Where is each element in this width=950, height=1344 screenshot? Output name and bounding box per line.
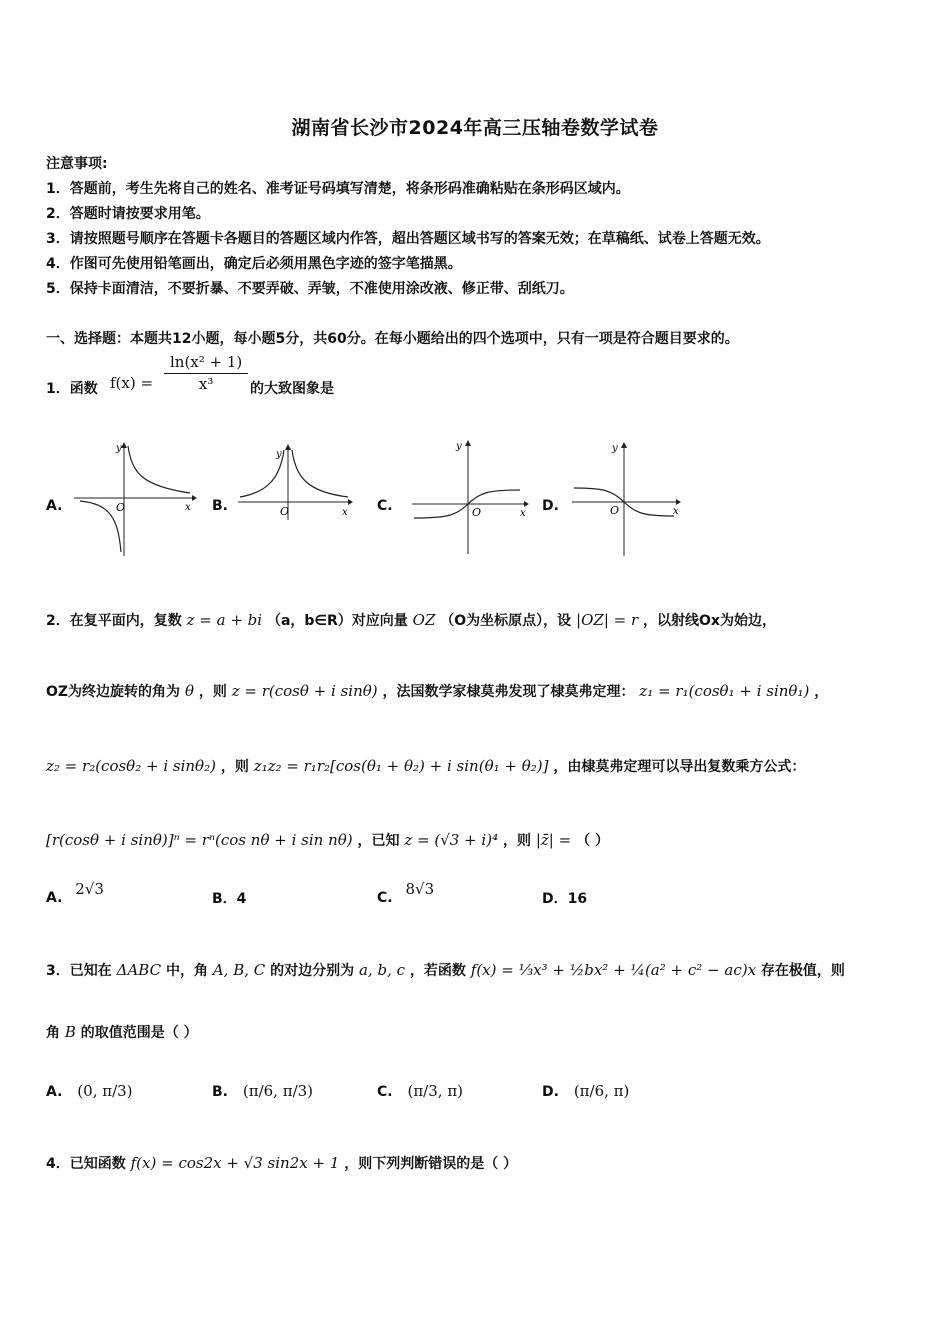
axis-x-label: x bbox=[342, 507, 348, 518]
axis-x-label: x bbox=[673, 506, 679, 517]
q1-graph-b bbox=[236, 440, 354, 522]
q1-denominator: x³ bbox=[198, 375, 214, 394]
q2-line4: [r(cosθ + i sinθ)]ⁿ = rⁿ(cos nθ + i sin nθ) ，已知 z = (√3 + i)⁴ ，则 |z̄| = （ ） bbox=[46, 831, 609, 849]
q2-option-a: A. 2√3 bbox=[46, 880, 104, 906]
axis-y-label: y bbox=[612, 443, 618, 454]
q1-graph-a bbox=[72, 438, 197, 558]
axis-origin-label: O bbox=[610, 504, 620, 517]
q2-option-b: B．4 bbox=[212, 891, 247, 907]
q3-line1: 3．已知在 ΔABC 中，角 A, B, C 的对边分别为 a, b, c ，若函数 f(x) = ⅓x³ + ½bx² + ¼(a² + c² − ac)x 存在极值，则 bbox=[46, 961, 845, 979]
q1-prefix: 1．函数 bbox=[46, 381, 98, 397]
axis-y-label: y bbox=[116, 443, 122, 454]
axis-y-label: y bbox=[276, 449, 282, 460]
q1-fraction bbox=[164, 352, 248, 394]
axis-x-label: x bbox=[185, 502, 191, 513]
q1-option-c: C. bbox=[377, 498, 393, 514]
q2-option-d: D．16 bbox=[542, 891, 588, 907]
q2-option-c: C. 8√3 bbox=[377, 880, 435, 906]
axis-y-label: y bbox=[456, 441, 462, 452]
q3-option-b: B. (π/6, π/3) bbox=[212, 1082, 314, 1100]
q1-graph-c bbox=[410, 436, 532, 556]
notice-item: 3．请按照题号顺序在答题卡各题目的答题区域内作答，超出答题区域书写的答案无效；在草稿纸、试卷上答题无效。 bbox=[46, 231, 770, 247]
q3-option-d: D. (π/6, π) bbox=[542, 1082, 630, 1100]
section-heading: 一、选择题：本题共12小题，每小题5分，共60分。在每小题给出的四个选项中，只有一项是符合题目要求的。 bbox=[46, 331, 739, 347]
notice-item: 5．保持卡面清洁，不要折暴、不要弄破、弄皱，不准使用涂改液、修正带、刮纸刀。 bbox=[46, 281, 574, 297]
axis-origin-label: O bbox=[116, 501, 126, 514]
q1-func-lhs: f(x) = bbox=[110, 374, 154, 392]
axis-x-label: x bbox=[520, 508, 526, 519]
q1-graph-d bbox=[570, 438, 685, 558]
q1-option-d: D. bbox=[542, 498, 559, 514]
notice-item: 2．答题时请按要求用笔。 bbox=[46, 206, 210, 222]
q1-suffix: 的大致图象是 bbox=[250, 381, 334, 397]
q1-option-b: B. bbox=[212, 498, 228, 514]
page-title: 湖南省长沙市2024年高三压轴卷数学试卷 bbox=[291, 117, 659, 139]
q3-option-c: C. (π/3, π) bbox=[377, 1082, 464, 1100]
q2-line2: OZ为终边旋转的角为 θ ，则 z = r(cosθ + i sinθ) ，法国数学家棣莫弗发现了棣莫弗定理： z₁ = r₁(cosθ₁ + i sinθ₁) ， bbox=[46, 682, 829, 700]
q3-option-a: A. (0, π/3) bbox=[46, 1082, 133, 1100]
axis-origin-label: O bbox=[280, 505, 290, 518]
q2-line1: 2．在复平面内，复数 z = a + bi （a，b∈R）对应向量 OZ （O为坐标原点），设 |OZ| = r ，以射线Ox为始边， bbox=[46, 611, 776, 629]
axis-origin-label: O bbox=[472, 506, 482, 519]
q3-line2: 角 B 的取值范围是（ ） bbox=[46, 1023, 198, 1041]
notice-heading: 注意事项: bbox=[46, 156, 108, 172]
notice-item: 4．作图可先使用铅笔画出，确定后必须用黑色字迹的签字笔描黑。 bbox=[46, 256, 462, 272]
q4-line: 4．已知函数 f(x) = cos2x + √3 sin2x + 1 ，则下列判断错误的是（ ） bbox=[46, 1154, 518, 1172]
notice-item: 1．答题前，考生先将自己的姓名、准考证号码填写清楚，将条形码准确粘贴在条形码区域内。 bbox=[46, 181, 630, 197]
q1-option-a: A. bbox=[46, 498, 63, 514]
q2-line3: z₂ = r₂(cosθ₂ + i sinθ₂) ，则 z₁z₂ = r₁r₂[cos(θ₁ + θ₂) + i sin(θ₁ + θ₂)] ，由棣莫弗定理可以导出复数乘方公式： bbox=[46, 757, 806, 775]
q1-numerator: ln(x² + 1) bbox=[164, 352, 248, 374]
